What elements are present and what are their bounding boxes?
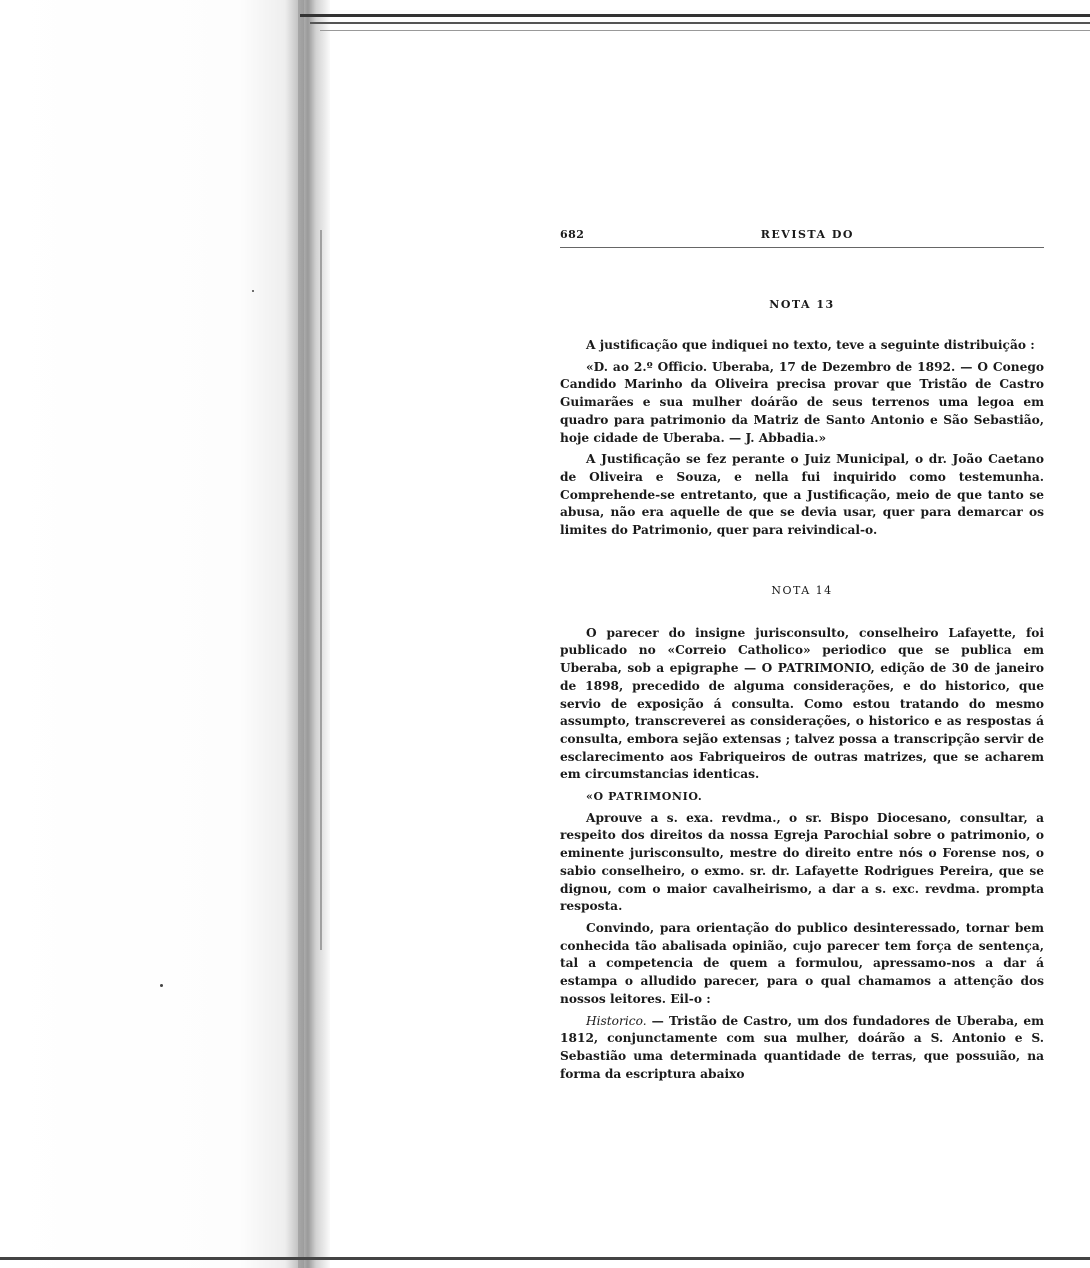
gutter-shadow bbox=[298, 0, 304, 1268]
scan-edge-bottom bbox=[0, 1257, 1090, 1260]
page-number: 682 bbox=[560, 228, 585, 241]
nota-14-paragraph-1: O parecer do insigne jurisconsulto, conselheiro Lafayette, foi publicado no «Correio Catholico» periodico que se publica em Uberaba, sob a epigraphe — O PATRIMONIO, edição de 30 de janeiro de 1898, precedido de alguma considerações, e do historico, que servio de exposição á consulta. Como estou tratando do mesmo assumpto, transcreverei as considerações, o historico e as respostas á consulta, embora sejão extensas ; talvez possa a transcripção servir de esclarecimento aos Fabriqueiros de outras matrizes, que se acharem em circumstancias identicas. bbox=[560, 625, 1044, 782]
page-header bbox=[560, 228, 1044, 248]
nota-14-heading-patrimonio: «O PATRIMONIO. bbox=[586, 790, 703, 804]
gutter-edge bbox=[320, 230, 322, 950]
nota-13-paragraph-1: A justificação que indiquei no texto, teve a seguinte distribuição : bbox=[586, 338, 1035, 352]
nota-14-title: NOTA 14 bbox=[771, 583, 833, 597]
nota-13-paragraph-3: A Justificação se fez perante o Juiz Municipal, o dr. João Caetano de Oliveira e Souza, e nella fui inquirido como testemunha. Comprehende-se entretanto, que a Justificação, meio de que tanto se abusa, não era aquelle de que se devia usar, quer para demarcar os limites do Patrimonio, quer para reivindical-o. bbox=[560, 452, 1044, 538]
nota-13-title: NOTA 13 bbox=[769, 298, 835, 311]
scan-edge-top-3 bbox=[320, 30, 1090, 31]
historico-lead: Historico. bbox=[586, 1013, 647, 1028]
scan-speck bbox=[252, 290, 254, 292]
nota-13-paragraph-2: «D. ao 2.º Officio. Uberaba, 17 de Dezembro de 1892. — O Conego Candido Marinho da Oliveira precisa provar que Tristão de Castro Guimarães e sua mulher doárão de seus terrenos uma legoa em quadro para patrimonio da Matriz de Santo Antonio e São Sebastião, hoje cidade de Uberaba. — J. Abbadia.» bbox=[560, 359, 1044, 445]
scan-speck bbox=[160, 984, 163, 987]
nota-14-paragraph-3: Convindo, para orientação do publico desinteressado, tornar bem conhecida tão abalisada opinião, cujo parecer tem força de sentença, tal a competencia de quem a formulou, apressamo-nos a dar á estampa o alludido parecer, para o qual chamamos a attenção dos nossos leitores. Eil-o : bbox=[560, 920, 1044, 1006]
book-gutter bbox=[0, 0, 330, 1268]
scan-edge-top bbox=[300, 14, 1090, 17]
document-page bbox=[560, 228, 1044, 1083]
nota-14-paragraph-4 bbox=[560, 1013, 1044, 1084]
historico-text: — Tristão de Castro, um dos fundadores de Uberaba, em 1812, conjunctamente com sua mulher, doárão a S. Antonio e S. Sebastião uma determinada quantidade de terras, que possuião, na forma da escriptura abaixo bbox=[560, 1013, 1044, 1081]
scan-edge-top-2 bbox=[310, 22, 1090, 24]
running-head: REVISTA DO bbox=[760, 228, 854, 241]
nota-14-paragraph-2: Aprouve a s. exa. revdma., o sr. Bispo Diocesano, consultar, a respeito dos direitos da nossa Egreja Parochial sobre o patrimonio, o eminente jurisconsulto, mestre do direito entre nós o Forense nos, o sabio conselheiro, o exmo. sr. dr. Lafayette Rodrigues Pereira, que se dignou, com o maior cavalheirismo, a dar a s. exc. revdma. prompta resposta. bbox=[560, 810, 1044, 914]
